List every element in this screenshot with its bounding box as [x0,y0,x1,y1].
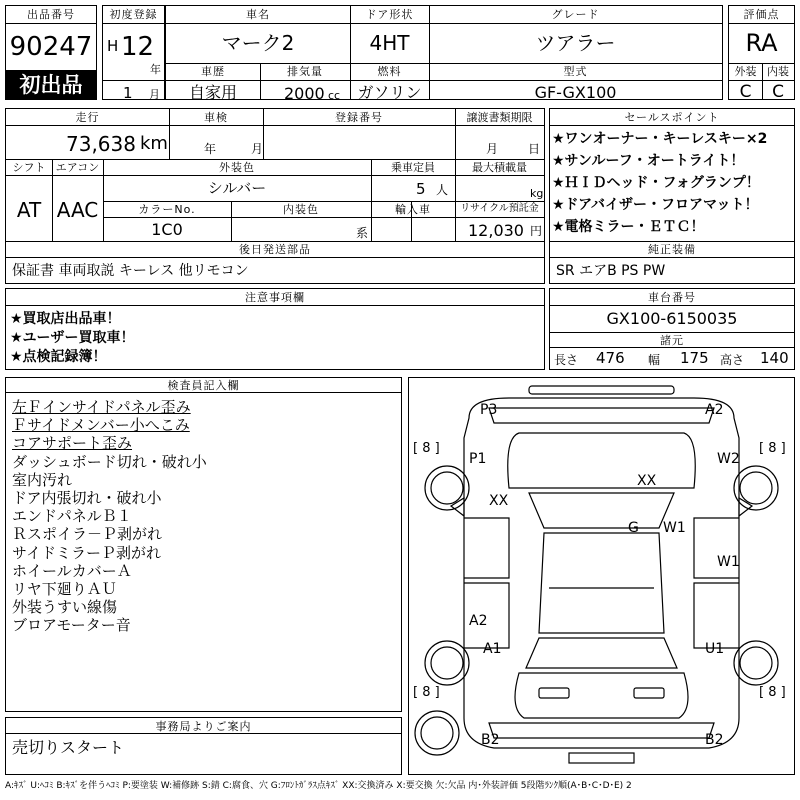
inspector-note: ダッシュボード切れ・破れ小 [12,452,207,471]
damage-mark: P3 [480,402,498,418]
inspector-note: ブロアモーター音 [12,616,131,635]
year-unit: 年 [150,63,161,76]
equipment: SR エアB PS PW [556,263,666,279]
exterior-grade: C [739,82,752,102]
plate-label: 登録番号 [335,111,383,124]
load-unit: kg [530,187,544,200]
chassis-label: 車台番号 [648,291,696,304]
later-parts: 保証書 車両取説 キーレス 他リモコン [12,263,249,279]
dimensions-label: 諸元 [660,334,684,347]
width-label: 幅 [648,353,661,367]
door-type: 4HT [369,31,410,55]
sales-points-box [549,108,795,284]
sales-point: ★電格ミラー・ＥＴＣ！ [552,219,705,235]
shift: AT [16,198,42,222]
km-unit: km [140,133,168,154]
lot-number-box [5,5,97,100]
height: 140 [760,349,789,367]
color-number-label: カラーNo. [138,203,196,216]
history: 自家用 [188,83,237,102]
aircon: AAC [56,198,99,222]
later-parts-label: 後日発送部品 [239,243,311,256]
note-item: ★ユーザー買取車！ [10,330,135,346]
displacement-label: 排気量 [287,65,323,78]
inspector-note: Ｒスポイラ－Ｐ剥がれ [12,525,163,544]
inspection-label: 車検 [204,111,228,124]
inspector-box [5,377,402,712]
max-load-label: 最大積載量 [472,161,527,174]
aircon-label: エアコン [55,161,100,174]
vehicle-header-box [165,5,723,103]
lot-number-label: 出品番号 [27,8,75,21]
capacity: 5 [416,180,426,198]
vehicle-info-box [5,108,545,284]
model-code: GF-GX100 [534,83,617,102]
sales-point: ★ＨＩＤヘッド・フォグランプ！ [552,175,760,191]
height-label: 高さ [720,353,745,367]
damage-mark: A1 [483,641,502,657]
car-name-label: 車名 [246,8,270,21]
damage-mark: W2 [717,451,740,467]
damage-mark: XX [489,493,509,509]
month-unit: 月 [149,88,160,101]
tire-rear-right-label: [ 8 ] [759,685,786,700]
damage-mark: B2 [705,732,724,748]
displacement: 2000 [284,84,325,103]
inspector-note: サイドミラーＰ剥がれ [12,543,161,562]
interior-color-unit: 系 [356,226,369,240]
inspector-note: コアサポート歪み [12,434,133,453]
cc-unit: cc [328,89,341,102]
mileage: 73,638 [66,132,136,156]
damage-mark: W1 [663,520,686,536]
office-box [5,717,402,775]
inspector-label: 検査員記入欄 [167,379,240,392]
model-label: 型式 [563,65,588,78]
car-name: マーク2 [221,31,295,55]
recycle-fee: 12,030 [468,221,524,240]
color-number: 1C0 [151,220,183,239]
sales-point: ★ドアバイザー・フロアマット！ [552,197,759,213]
interior-label: 内装 [767,65,789,78]
door-label: ドア形状 [365,8,414,21]
inspector-note: ドア内張切れ・破れ小 [12,489,162,507]
evaluation-score: RA [745,29,778,57]
shift-label: シフト [12,161,46,174]
tire-rear-left-label: [ 8 ] [413,685,440,700]
fuel-label: 燃料 [377,65,402,78]
chassis-number: GX100-6150035 [606,309,738,328]
inspector-note: 外装うすい線傷 [12,598,118,617]
transfer-day-unit: 日 [528,142,541,156]
tire-front-right-label: [ 8 ] [759,441,786,456]
inspector-note: 室内汚れ [12,470,73,489]
car-outline-svg [409,378,794,774]
evaluation-label: 評価点 [743,8,780,21]
evaluation-box [728,5,795,100]
damage-mark: W1 [717,554,740,570]
inspection-month-unit: 月 [251,142,264,156]
note-item: ★買取店出品車！ [10,311,121,327]
recycle-label: リサイクル預託金 [460,203,539,214]
width: 175 [680,349,709,367]
damage-mark: G [628,520,639,536]
grade-label: グレード [551,8,600,21]
transfer-month-unit: 月 [486,142,499,156]
inspector-note: リヤ下廻りＡＵ [12,580,117,598]
first-listing-label: 初出品 [19,73,83,97]
damage-mark: P1 [469,451,487,467]
office-message: 売切りスタート [12,738,125,757]
history-label: 車歴 [201,65,225,78]
registration-era: H [107,37,119,55]
inspector-note: ホイールカバーＡ [12,561,132,580]
color-label: 外装色 [219,161,255,174]
damage-mark: XX [637,473,657,489]
damage-mark: A2 [469,613,488,629]
import-label: 輸入車 [395,203,431,216]
damage-mark: U1 [705,641,725,657]
fuel: ガソリン [357,83,422,102]
inspector-note: エンドパネルＢ１ [12,507,132,526]
transfer-deadline-label: 譲渡書類期限 [466,111,533,124]
grade: ツアラー [535,31,616,55]
sales-points-label: セールスポイント [624,111,720,124]
capacity-unit: 人 [436,183,449,197]
mileage-label: 走行 [75,111,100,124]
exterior-label: 外装 [734,65,757,78]
damage-legend: A:ｷｽﾞ U:ﾍｺﾐ B:ｷｽﾞを伴うﾍｺﾐ P:要塗装 W:補修跡 S:錆 C:腐食、穴 G:ﾌﾛﾝﾄｶﾞﾗｽ点ｷｽﾞ XX:交換済み X:要交換 欠:欠品 内･外装評価 5段階ﾗﾝｸ順(A･B･C･D･E) 2 [5,781,632,791]
registration-month: 1 [123,84,133,102]
sales-point: ★サンルーフ・オートライト！ [552,153,745,169]
length: 476 [596,349,625,367]
inspector-note: 左Ｆインサイドパネル歪み [12,398,191,416]
inspector-note: Ｆサイドメンバー小へこみ [12,416,190,435]
sales-point: ★ワンオーナー・キーレスキー×2 [552,131,768,147]
equipment-label: 純正装備 [648,243,696,256]
yen-unit: 円 [530,224,543,238]
note-item: ★点検記録簿！ [10,349,107,365]
registration-box [102,5,165,100]
capacity-label: 乗車定員 [391,161,435,174]
chassis-box [549,288,795,370]
interior-grade: C [772,82,784,102]
tire-front-left-label: [ 8 ] [413,441,440,456]
registration-label: 初度登録 [109,8,158,21]
exterior-color: シルバー [207,179,267,197]
registration-year: 12 [121,32,155,62]
length-label: 長さ [554,353,579,367]
damage-mark: A2 [705,402,724,418]
notes-label: 注意事項欄 [245,291,305,304]
damage-mark: B2 [481,732,500,748]
damage-diagram [408,377,795,775]
inspection-year-unit: 年 [204,142,217,156]
notes-box [5,288,545,370]
lot-number: 90247 [9,32,93,62]
office-label: 事務局よりご案内 [155,720,252,733]
interior-color-label: 内装色 [283,203,319,216]
